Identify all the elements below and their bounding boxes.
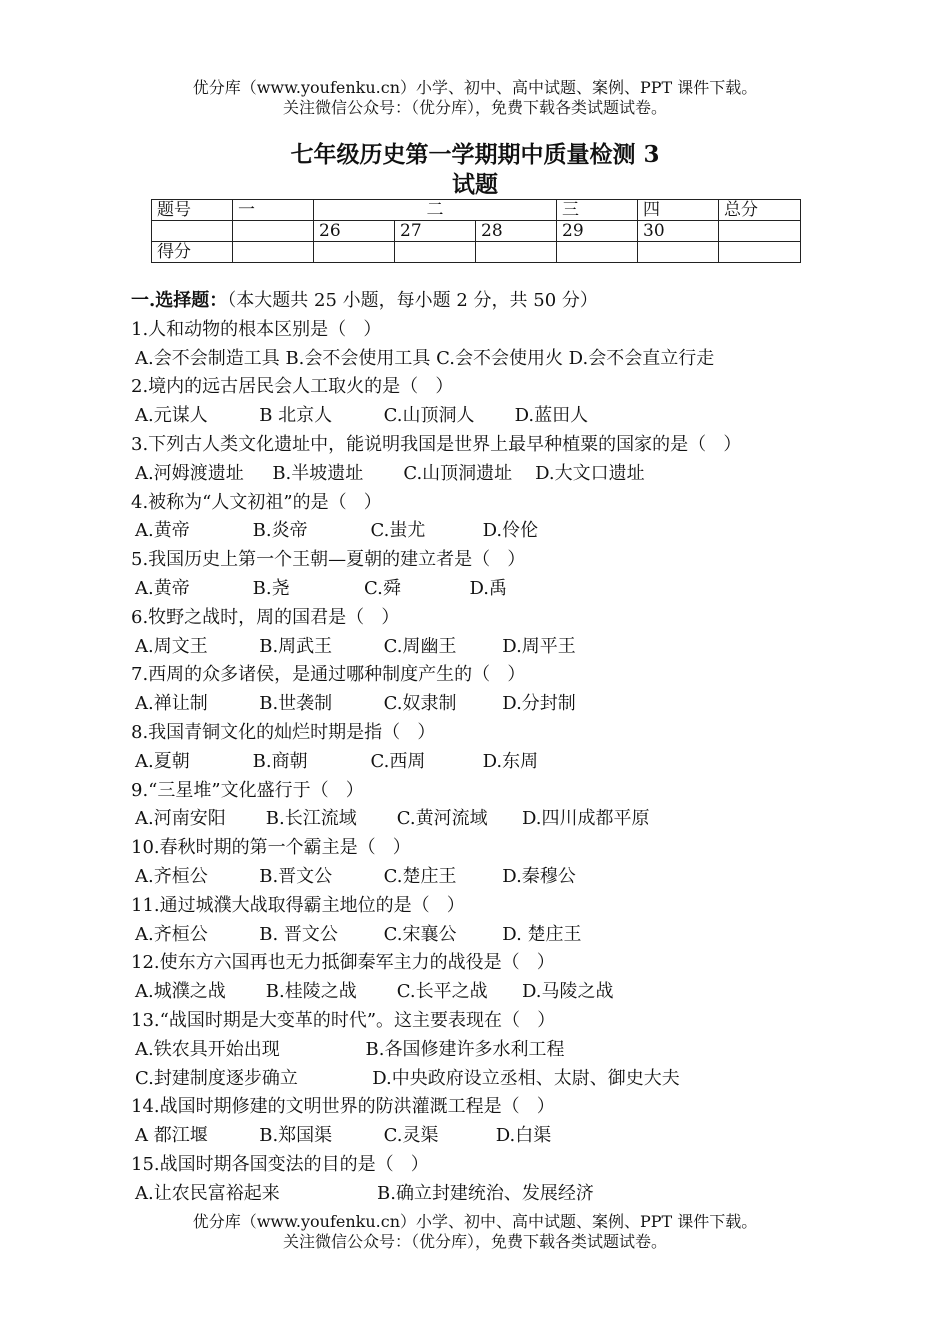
question-options: A.让农民富裕起来 B.确立封建统治、发展经济 xyxy=(135,1182,594,1204)
question-stem: 2.境内的远古居民会人工取火的是（ ） xyxy=(131,376,454,398)
exam-title xyxy=(0,140,950,200)
question-options: A.河南安阳 B.长江流域 C.黄河流域 D.四川成都平原 xyxy=(135,808,650,830)
empty-cell xyxy=(152,221,233,242)
empty-cell xyxy=(233,221,314,242)
question-options: C.封建制度逐步确立 D.中央政府设立丞相、太尉、御史大夫 xyxy=(135,1067,680,1089)
question-options: A.黄帝 B.炎帝 C.蚩尤 D.伶伦 xyxy=(135,520,539,542)
title-line-1: 七年级历史第一学期期中质量检测 3 xyxy=(290,141,660,168)
q30-header: 30 xyxy=(638,221,719,242)
section-label: 一.选择题： xyxy=(131,290,228,311)
question-stem: 5.我国历史上第一个王朝—夏朝的建立者是（ ） xyxy=(131,549,526,571)
score-cell xyxy=(638,242,719,263)
question-options: A 都江堰 B.郑国渠 C.灵渠 D.白渠 xyxy=(135,1125,552,1147)
score-cell xyxy=(314,242,395,263)
question-options: A.齐桓公 B.晋文公 C.楚庄王 D.秦穆公 xyxy=(135,865,576,887)
question-stem: 9.“三星堆”文化盛行于（ ） xyxy=(131,779,364,801)
section-description: （本大题共 25 小题，每小题 2 分，共 50 分） xyxy=(227,290,598,311)
question-stem: 13.“战国时期是大变革的时代”。这主要表现在（ ） xyxy=(131,1009,556,1031)
question-stem: 8.我国青铜文化的灿烂时期是指（ ） xyxy=(131,721,436,743)
question-stem: 3.下列古人类文化遗址中，能说明我国是世界上最早种植粟的国家的是（ ） xyxy=(131,433,742,455)
footer-line-2: 关注微信公众号：（优分库），免费下载各类试题试卷。 xyxy=(282,1232,667,1251)
section-one-header: 一 xyxy=(233,200,314,221)
score-table xyxy=(151,199,801,263)
q28-header: 28 xyxy=(476,221,557,242)
question-list xyxy=(131,287,831,1209)
question-stem: 12.使东方六国再也无力抵御秦军主力的战役是（ ） xyxy=(131,952,555,974)
score-cell xyxy=(557,242,638,263)
question-options: A.周文王 B.周武王 C.周幽王 D.周平王 xyxy=(135,635,576,657)
score-cell xyxy=(395,242,476,263)
top-header xyxy=(0,78,950,118)
empty-cell xyxy=(719,221,801,242)
total-header: 总分 xyxy=(719,200,801,221)
section-two-header: 二 xyxy=(314,200,557,221)
question-stem: 14.战国时期修建的文明世界的防洪灌溉工程是（ ） xyxy=(131,1096,555,1118)
score-label: 得分 xyxy=(152,242,233,263)
question-options: A.会不会制造工具 B.会不会使用工具 C.会不会使用火 D.会不会直立行走 xyxy=(135,347,715,369)
score-table-row xyxy=(152,221,801,242)
question-options: A.河姆渡遗址 B.半坡遗址 C.山顶洞遗址 D.大文口遗址 xyxy=(135,462,645,484)
question-options: A.黄帝 B.尧 C.舜 D.禹 xyxy=(135,577,508,599)
score-cell xyxy=(476,242,557,263)
question-stem: 11.通过城濮大战取得霸主地位的是（ ） xyxy=(131,894,465,916)
question-options: A.夏朝 B.商朝 C.西周 D.东周 xyxy=(135,750,539,772)
title-line-2: 试题 xyxy=(452,171,498,198)
score-table-row xyxy=(152,200,801,221)
question-number-label: 题号 xyxy=(152,200,233,221)
q27-header: 27 xyxy=(395,221,476,242)
header-line-2: 关注微信公众号：（优分库），免费下载各类试题试卷。 xyxy=(282,98,667,117)
section-three-header: 三 xyxy=(557,200,638,221)
question-stem: 15.战国时期各国变法的目的是（ ） xyxy=(131,1153,429,1175)
question-stem: 4.被称为“人文初祖”的是（ ） xyxy=(131,491,382,513)
score-cell xyxy=(233,242,314,263)
question-options: A.元谋人 B 北京人 C.山顶洞人 D.蓝田人 xyxy=(135,405,589,427)
question-options: A.禅让制 B.世袭制 C.奴隶制 D.分封制 xyxy=(135,693,576,715)
question-stem: 1.人和动物的根本区别是（ ） xyxy=(131,318,382,340)
section-four-header: 四 xyxy=(638,200,719,221)
bottom-footer xyxy=(0,1212,950,1252)
question-options: A.城濮之战 B.桂陵之战 C.长平之战 D.马陵之战 xyxy=(135,981,614,1003)
q26-header: 26 xyxy=(314,221,395,242)
section-heading xyxy=(131,287,831,316)
score-cell xyxy=(719,242,801,263)
question-options: A.铁农具开始出现 B.各国修建许多水利工程 xyxy=(135,1038,565,1060)
question-stem: 6.牧野之战时，周的国君是（ ） xyxy=(131,606,400,628)
question-options: A.齐桓公 B. 晋文公 C.宋襄公 D. 楚庄王 xyxy=(135,923,582,945)
question-stem: 10.春秋时期的第一个霸主是（ ） xyxy=(131,837,411,859)
header-line-1: 优分库（www.youfenku.cn）小学、初中、高中试题、案例、PPT 课件下载。 xyxy=(192,78,758,97)
score-table-row xyxy=(152,242,801,263)
question-stem: 7.西周的众多诸侯，是通过哪种制度产生的（ ） xyxy=(131,664,526,686)
q29-header: 29 xyxy=(557,221,638,242)
footer-line-1: 优分库（www.youfenku.cn）小学、初中、高中试题、案例、PPT 课件下载。 xyxy=(192,1212,758,1231)
